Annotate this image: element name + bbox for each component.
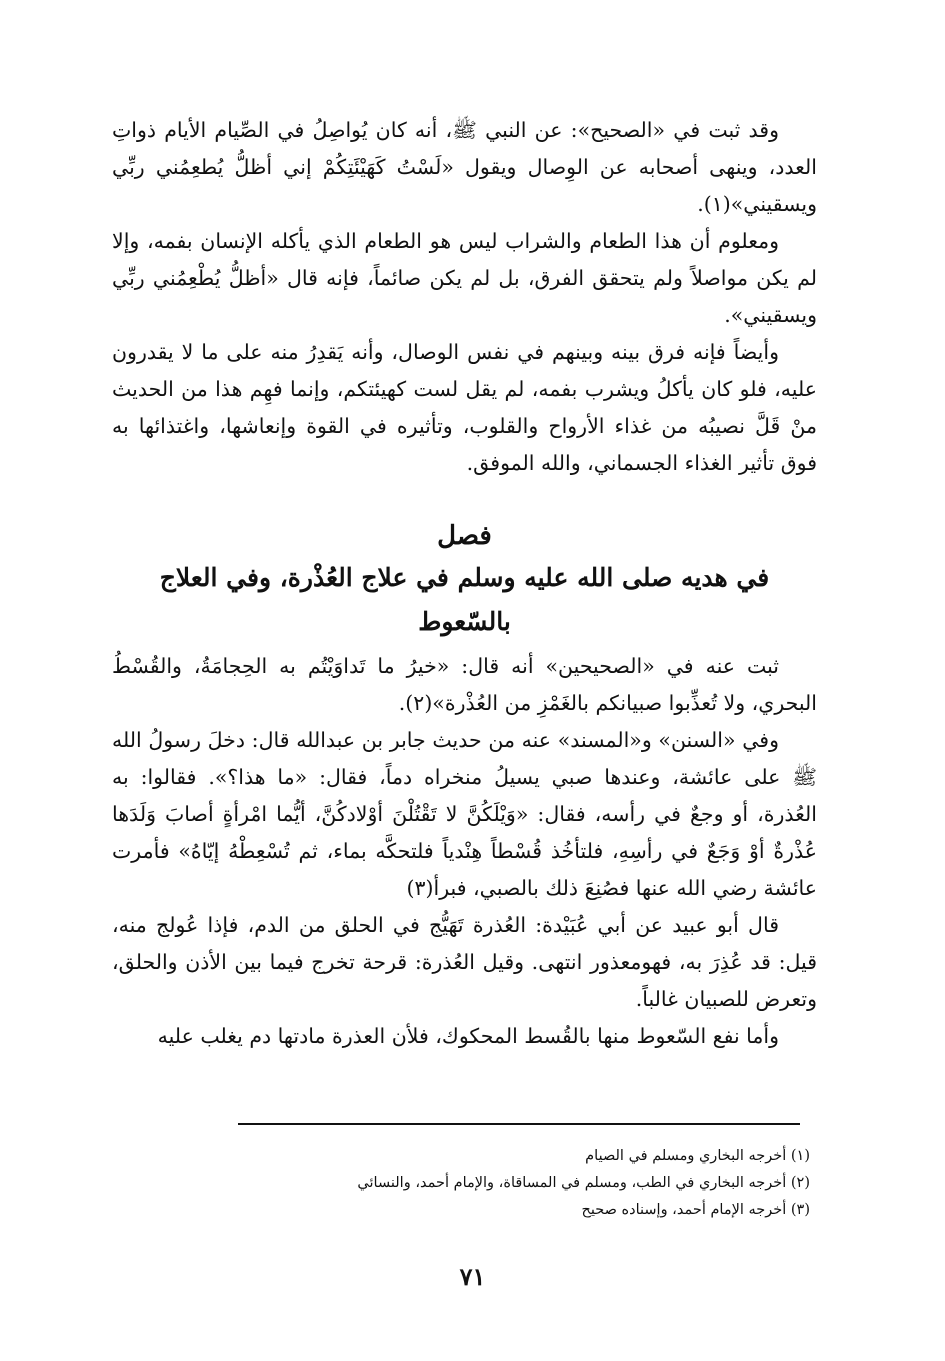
page-number: ٧١ <box>459 1262 486 1291</box>
paragraph-6: قال أبو عبيد عن أبي عُبَيْدة: العُذرة تَهَيُّج في الحلق من الدم، فإذا عُولج منه، قيل: قد عُذِرَ به، فهومعذور انتهى. وقيل العُذرة: قرحة تخرج فيما بين الأذن والحلق، وتعرض للصبيان غالباً. <box>112 913 817 1011</box>
paragraph-7: وأما نفع السّعوط منها بالقُسط المحكوك، فلأن العذرة مادتها دم يغلب عليه <box>157 1024 779 1048</box>
paragraph-5: وفي «السنن» و«المسند» عنه من حديث جابر بن عبدالله قال: دخلَ رسولُ الله ﷺ على عائشة، وعندها صبي يسيلُ منخراه دماً، فقال: «ما هذا؟». فقالوا: به العُذرة، أو وجعٌ في رأسه، فقال: «وَيْلَكُنَّ لا تَقْتُلْنَ أوْلادكُنَّ، أيُّما امْرأةٍ أصابَ وَلَدَها عُذْرةٌ أوْ وَجَعٌ في رأسِهِ، فلتأخُذ قُسْطاً هِنْدياً فلتحكَّه بماء، ثم تُسْعِطْهُ إيّاهُ» فأمرت عائشة رضي الله عنها فصُنِعَ ذلك بالصبي، فبرأ(٣) <box>112 728 817 900</box>
section-title: في هديه صلى الله عليه وسلم في علاج العُذْرة، وفي العلاج بالسّعوط <box>159 563 770 636</box>
footnote-2: (٢) أخرجه البخاري في الطب، ومسلم في المساقاة، والإمام أحمد، والنسائي <box>357 1175 810 1191</box>
footnote-3: (٣) أخرجه الإمام أحمد، وإسناده صحيح <box>581 1202 810 1218</box>
paragraph-3: وأيضاً فإنه فرق بينه وبينهم في نفس الوصال، وأنه يَقدِرُ منه على ما لا يقدرون عليه، فلو كان يأكلُ ويشرب بفمه، لم يقل لست كهيئتكم، وإنما فهِم هذا من الحديث منْ قَلَّ نصيبُه من غذاء الأرواح والقلوب، وتأثيره في القوة وإنعاشها، واغتذائها به فوق تأثير الغذاء الجسماني، والله الموفق. <box>112 340 817 475</box>
main-text-column <box>112 112 817 1055</box>
footnote-divider <box>238 1123 800 1125</box>
section-word: فصل <box>437 521 492 551</box>
paragraph-2: ومعلوم أن هذا الطعام والشراب ليس هو الطعام الذي يأكله الإنسان بفمه، وإلا لم يكن مواصلاً ولم يتحقق الفرق، بل لم يكن صائماً، فإنه قال «أظلُّ يُطْعِمُني ربِّي ويسقيني». <box>112 229 817 327</box>
footnote-1: (١) أخرجه البخاري ومسلم في الصيام <box>585 1148 810 1164</box>
footnotes <box>112 1143 810 1224</box>
section-heading <box>112 516 817 644</box>
paragraph-4: ثبت عنه في «الصحيحين» أنه قال: «خيرُ ما تَداوَيْتُم به الحِجامَةُ، والقُسْطُ البحري، ولا تُعذِّبوا صبيانكم بالغَمْزِ من العُذْرة»(٢). <box>112 654 817 715</box>
paragraph-1: وقد ثبت في «الصحيح»: عن النبي ﷺ، أنه كان يُواصِلُ في الصِّيام الأيام ذواتِ العدد، وينهى أصحابه عن الوِصال ويقول «لَسْتُ كَهَيْئَتِكُمْ إني أظلُّ يُطعِمُني ربِّي ويسقيني»(١). <box>112 118 817 216</box>
